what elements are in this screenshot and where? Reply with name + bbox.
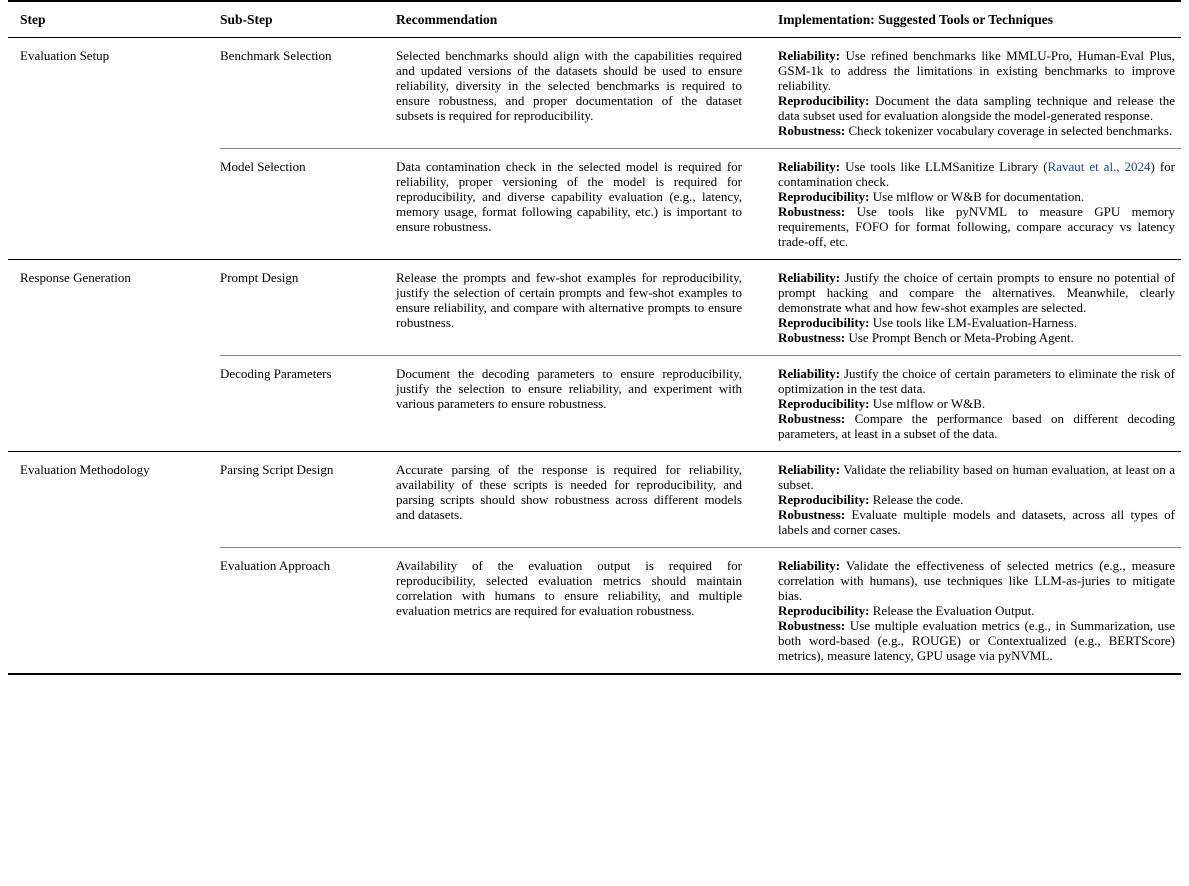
- impl-reliability: Reliability: Validate the reliability based on human evaluation, at least on a subset.: [778, 462, 1175, 492]
- step-cell: Response Generation: [20, 270, 131, 285]
- table-row: [8, 149, 1181, 260]
- impl-reproducibility: Reproducibility: Use mlflow or W&B.: [778, 396, 986, 411]
- recommendation-cell: Selected benchmarks should align with the capabilities required and updated versions of the datasets should be used to ensure reliability, diversity in the selected benchmarks is required to ensure robustness, and proper documentation of the dataset subsets is required for reproducibility.: [396, 38, 778, 149]
- step-cell: [8, 548, 220, 675]
- step-cell: Evaluation Setup: [20, 48, 110, 63]
- table-row: [8, 38, 1181, 149]
- impl-reproducibility: Reproducibility: Use tools like LM-Evaluation-Harness.: [778, 315, 1078, 330]
- implementation-cell: [778, 356, 1181, 452]
- impl-robustness: Robustness: Compare the performance based on different decoding parameters, at least in a subset of the data.: [778, 411, 1175, 441]
- impl-robustness: Robustness: Check tokenizer vocabulary coverage in selected benchmarks.: [778, 123, 1173, 138]
- impl-reliability: Reliability: Use tools like LLMSanitize Library (Ravaut et al., 2024) for contamination check.: [778, 159, 1176, 189]
- implementation-cell: [778, 452, 1181, 548]
- impl-robustness: Robustness: Use Prompt Bench or Meta-Probing Agent.: [778, 330, 1074, 345]
- table-row: [8, 452, 1181, 548]
- impl-robustness: Robustness: Use tools like pyNVML to measure GPU memory requirements, FOFO for format following, compare accuracy vs latency trade-off, etc.: [778, 204, 1175, 249]
- implementation-cell: [778, 38, 1181, 149]
- header-row: [8, 1, 1181, 38]
- impl-robustness: Robustness: Evaluate multiple models and datasets, across all types of labels and corner cases.: [778, 507, 1175, 537]
- implementation-cell: [778, 548, 1181, 675]
- recommendation-cell: Document the decoding parameters to ensure reproducibility, justify the selection to ensure reliability, and experiment with various parameters to ensure robustness.: [396, 356, 778, 452]
- substep-cell: Benchmark Selection: [220, 38, 396, 149]
- recommendation-cell: Accurate parsing of the response is required for reliability, availability of these scripts is needed for reproducibility, and parsing scripts should show robustness across different models and datasets.: [396, 452, 778, 548]
- table-row: [8, 260, 1181, 356]
- impl-reproducibility: Reproducibility: Document the data sampling technique and release the data subset used for evaluation alongside the model-generated response.: [778, 93, 1175, 123]
- substep-cell: Model Selection: [220, 149, 396, 260]
- substep-cell: Prompt Design: [220, 260, 396, 356]
- impl-robustness: Robustness: Use multiple evaluation metrics (e.g., in Summarization, use both word-based (e.g., ROUGE) or Contextualized (e.g., BERTScore) metrics), measure latency, GPU usage via pyNVML.: [778, 618, 1175, 663]
- step-cell: [8, 356, 220, 452]
- citation-link[interactable]: Ravaut et al., 2024: [1047, 159, 1151, 174]
- impl-reliability: Reliability: Use refined benchmarks like MMLU-Pro, Human-Eval Plus, GSM-1k to address the limitations in existing benchmarks to improve reliability.: [778, 48, 1175, 93]
- impl-reproducibility: Reproducibility: Release the code.: [778, 492, 964, 507]
- header-step: Step: [8, 1, 220, 38]
- impl-reproducibility: Reproducibility: Release the Evaluation Output.: [778, 603, 1035, 618]
- recommendations-table: [8, 0, 1181, 675]
- header-implementation: Implementation: Suggested Tools or Techniques: [778, 1, 1181, 38]
- table-row: [8, 356, 1181, 452]
- substep-cell: Parsing Script Design: [220, 452, 396, 548]
- recommendation-cell: Release the prompts and few-shot examples for reproducibility, justify the selection of certain prompts and few-shot examples to ensure reliability, and compare with alternative prompts to ensure robustness.: [396, 260, 778, 356]
- implementation-cell: [778, 260, 1181, 356]
- impl-reproducibility: Reproducibility: Use mlflow or W&B for documentation.: [778, 189, 1085, 204]
- substep-cell: Evaluation Approach: [220, 548, 396, 675]
- step-cell: Evaluation Methodology: [20, 462, 150, 477]
- impl-reliability: Reliability: Validate the effectiveness of selected metrics (e.g., measure correlation with humans), use techniques like LLM-as-juries to mitigate bias.: [778, 558, 1175, 603]
- implementation-cell: [778, 149, 1181, 260]
- table-row: [8, 548, 1181, 675]
- impl-reliability: Reliability: Justify the choice of certain prompts to ensure no potential of prompt hacking and compare the alternatives. Meanwhile, clearly demonstrate what and how few-shot examples are selected.: [778, 270, 1175, 315]
- recommendation-cell: Availability of the evaluation output is required for reproducibility, selected evaluation metrics should maintain correlation with humans to ensure reliability, and multiple evaluation metrics are required for evaluation robustness.: [396, 548, 778, 675]
- recommendation-cell: Data contamination check in the selected model is required for reliability, proper versioning of the model is required for reproducibility, and diverse capability evaluation (e.g., latency, memory usage, format following capability, etc.) is important to ensure robustness.: [396, 149, 778, 260]
- substep-cell: Decoding Parameters: [220, 356, 396, 452]
- header-substep: Sub-Step: [220, 1, 396, 38]
- step-cell: [8, 149, 220, 260]
- header-recommendation: Recommendation: [396, 1, 778, 38]
- impl-reliability: Reliability: Justify the choice of certain parameters to eliminate the risk of optimization in the test data.: [778, 366, 1175, 396]
